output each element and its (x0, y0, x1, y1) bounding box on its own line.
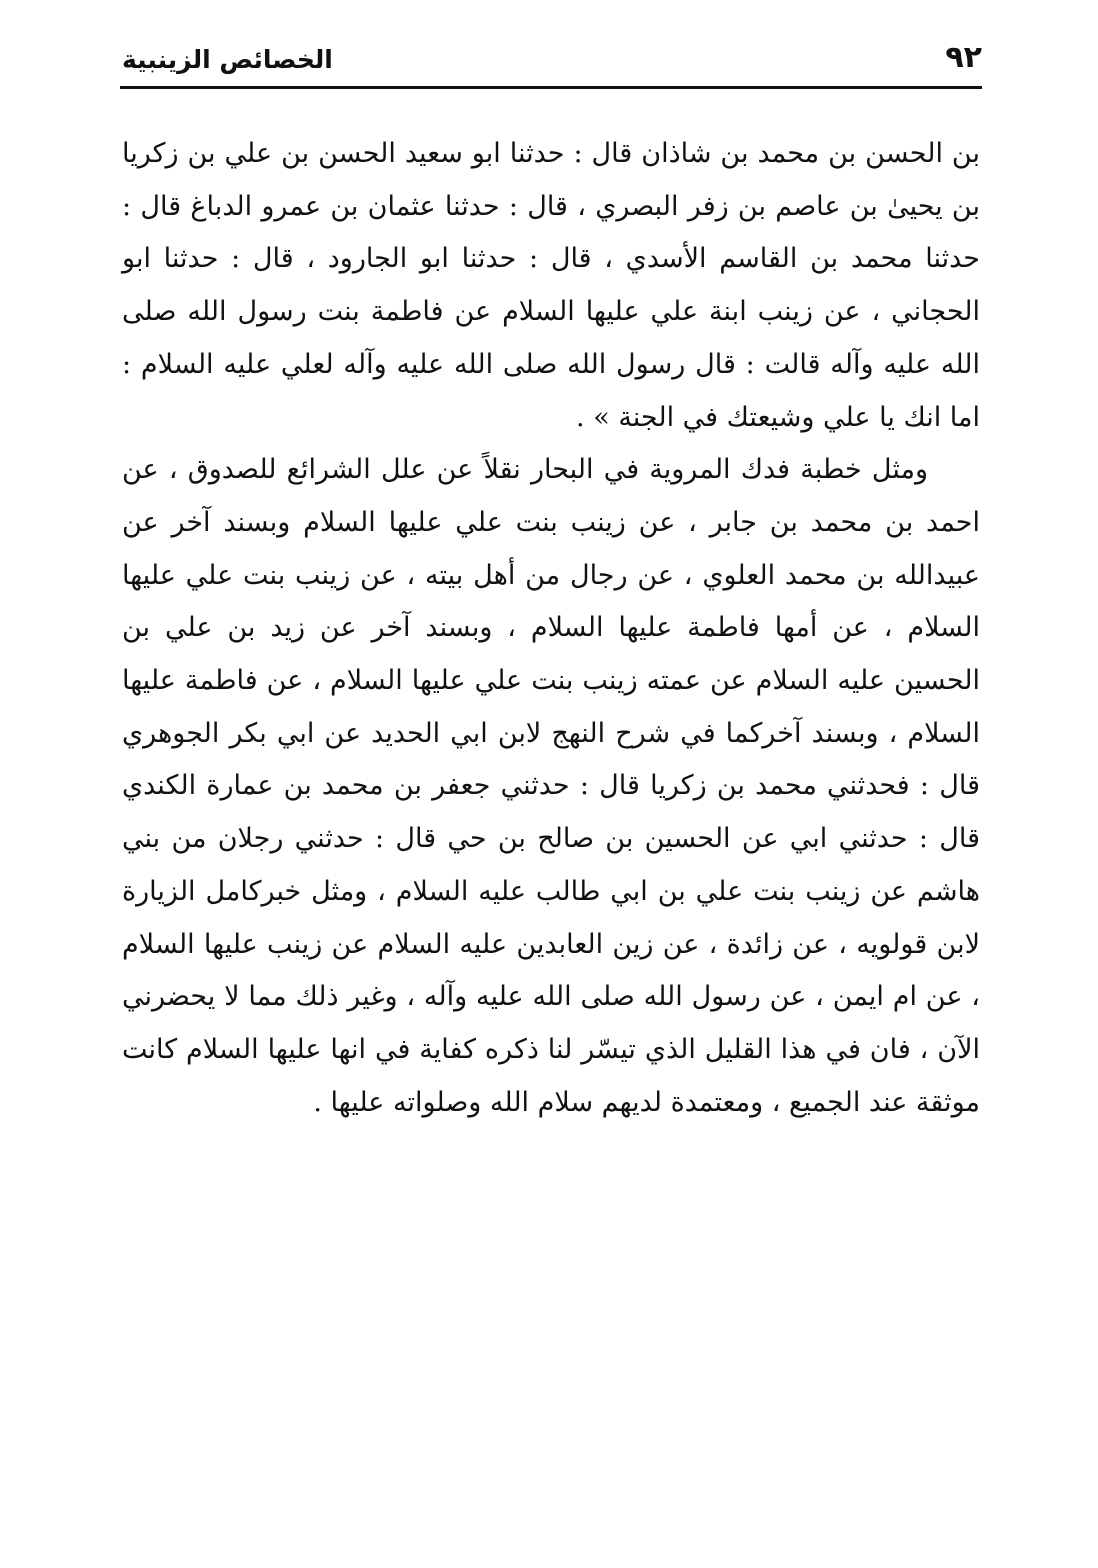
running-title: الخصائص الزينبية (122, 45, 333, 74)
page-number: ٩٢ (945, 40, 982, 75)
header-divider (120, 86, 982, 89)
paragraph-1: بن الحسن بن محمد بن شاذان قال : حدثنا ابو سعيد الحسن بن علي بن زكريا بن يحيىٰ بن عاصم بن زفر البصري ، قال : حدثنا عثمان بن عمرو الدباغ قال : حدثنا محمد بن القاسم الأسدي ، قال : حدثنا ابو الجارود ، قال : حدثنا ابو الحجاني ، عن زينب ابنة علي عليها السلام عن فاطمة بنت رسول الله صلى الله عليه وآله قالت : قال رسول الله صلى الله عليه وآله لعلي عليه السلام : اما انك يا علي وشيعتك في الجنة » . (122, 138, 980, 433)
page-header (122, 30, 982, 88)
paragraph-2: ومثل خطبة فدك المروية في البحار نقلاً عن علل الشرائع للصدوق ، عن احمد بن محمد بن جابر ، عن زينب بنت علي عليها السلام وبسند آخر عن عبيدالله بن محمد العلوي ، عن رجال من أهل بيته ، عن زينب بنت علي عليها السلام ، عن أمها فاطمة عليها السلام ، وبسند آخر عن زيد بن علي بن الحسين عليه السلام عن عمته زينب بنت علي عليها السلام ، عن فاطمة عليها السلام ، وبسند آخركما في شرح النهج لابن ابي الحديد عن ابي بكر الجوهري قال : فحدثني محمد بن زكريا قال : حدثني جعفر بن محمد بن عمارة الكندي قال : حدثني ابي عن الحسين بن صالح بن حي قال : حدثني رجلان من بني هاشم عن زينب بنت علي بن ابي طالب عليه السلام ، ومثل خبركامل الزيارة لابن قولويه ، عن زائدة ، عن زين العابدين عليه السلام عن زينب عليها السلام ، عن ام ايمن ، عن رسول الله صلى الله عليه وآله ، وغير ذلك مما لا يحضرني الآن ، فان في هذا القليل الذي تيسّر لنا ذكره كفاية في انها عليها السلام كانت موثقة عند الجميع ، ومعتمدة لديهم سلام الله وصلواته عليها . (122, 454, 980, 1118)
body-text (122, 128, 980, 1129)
